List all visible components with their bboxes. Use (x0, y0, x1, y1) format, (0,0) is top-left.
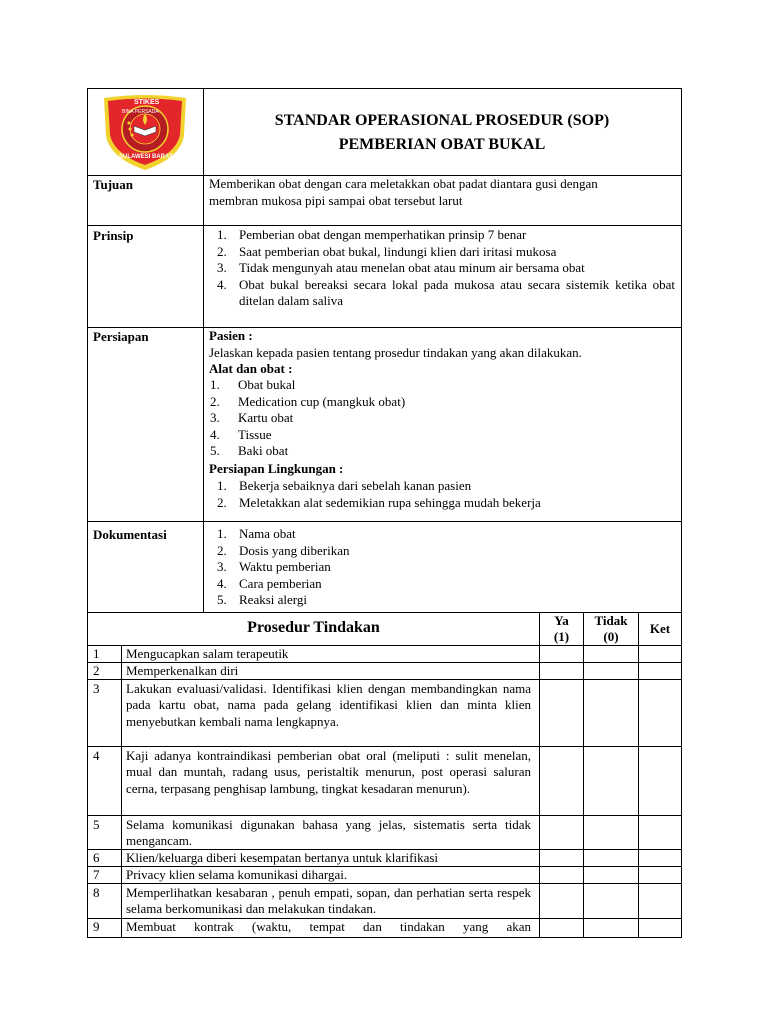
col-divider-ket (638, 612, 639, 937)
row-divider-step3 (87, 746, 682, 747)
lingkungan-heading: Persiapan Lingkungan : (209, 461, 344, 476)
col-header-ket: Ket (649, 621, 671, 636)
list-item: 2. Saat pemberian obat bukal, lindungi klien dari iritasi mukosa (217, 243, 557, 259)
dokumentasi-label: Dokumentasi (93, 527, 167, 542)
list-item: 1. Pemberian obat dengan memperhatikan prinsip 7 benar (217, 227, 527, 242)
table-top-border (87, 88, 682, 89)
persiapan-label: Persiapan (93, 329, 149, 344)
list-item: 4. Obat bukal bereaksi secara lokal pada mukosa atau secara sistemik ketika obat ditelan dalam saliva (217, 276, 675, 309)
prinsip-list (217, 227, 675, 310)
pasien-heading: Pasien : (209, 328, 253, 343)
list-item: 4. Cara pemberian (217, 575, 322, 591)
row-divider-tujuan (87, 225, 682, 226)
row-divider-persiapan (87, 521, 682, 522)
tujuan-label: Tujuan (93, 177, 133, 192)
col-header-tidak: Tidak (0) (594, 613, 628, 644)
col-divider-ya (539, 612, 540, 937)
row-divider-step4 (87, 815, 682, 816)
row-divider-prinsip (87, 327, 682, 328)
logo-mid-text: BINA PERSADA (122, 109, 159, 115)
logo-bottom-text: SULAWESI BARAT (119, 154, 173, 160)
list-item: 1. Bekerja sebaiknya dari sebelah kanan pasien (217, 478, 472, 493)
table-left-border (87, 88, 88, 937)
prinsip-label: Prinsip (93, 228, 134, 243)
list-item: 3. Waktu pemberian (217, 559, 331, 575)
col-divider-tidak (583, 612, 584, 937)
tujuan-text-line1: Memberikan obat dengan cara meletakkan obat padat diantara gusi dengan (209, 176, 598, 191)
lingkungan-list (217, 478, 667, 511)
tujuan-text-line2: membran mukosa pipi sampai obat tersebut larut (209, 193, 463, 208)
list-item: 1. Obat bukal (210, 377, 296, 392)
alat-heading: Alat dan obat : (209, 361, 293, 376)
alat-list (210, 377, 650, 460)
list-item: 2. Dosis yang diberikan (217, 542, 350, 558)
label-column-divider (203, 88, 204, 612)
logo-top-text: STIKES (134, 99, 160, 106)
dokumentasi-list (217, 526, 657, 609)
col-header-ya: Ya (1) (553, 613, 570, 644)
table-bottom-border (87, 937, 682, 938)
list-item: 4. Tissue (210, 426, 272, 442)
document-title-line2: PEMBERIAN OBAT BUKAL (338, 136, 546, 153)
document-title-line1: STANDAR OPERASIONAL PROSEDUR (SOP) (274, 112, 610, 129)
col-divider-no (121, 645, 122, 937)
list-item: 3. Kartu obat (210, 410, 294, 426)
list-item: 2. Medication cup (mangkuk obat) (210, 393, 406, 409)
institution-logo (100, 92, 190, 172)
list-item: 5. Reaksi alergi (217, 592, 307, 608)
list-item: 1. Nama obat (217, 526, 296, 541)
list-item: 5. Baki obat (210, 443, 289, 459)
list-item: 2. Meletakkan alat sedemikian rupa sehingga mudah bekerja (217, 494, 541, 510)
prosedur-heading: Prosedur Tindakan (247, 619, 380, 636)
table-right-border (681, 88, 682, 937)
list-item: 3. Tidak mengunyah atau menelan obat atau minum air bersama obat (217, 260, 585, 276)
pasien-text: Jelaskan kepada pasien tentang prosedur tindakan yang akan dilakukan. (209, 345, 582, 360)
